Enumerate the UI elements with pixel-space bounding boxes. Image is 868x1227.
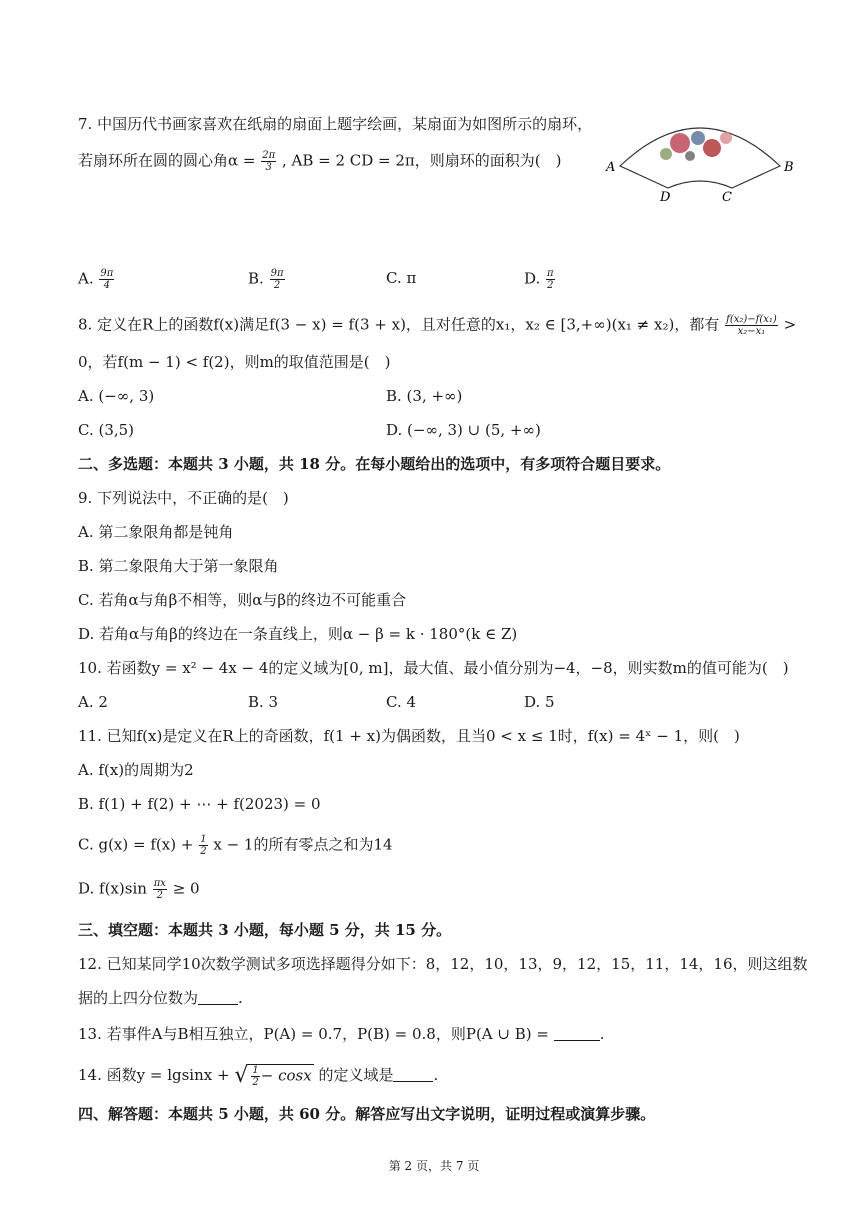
q14-line [78, 1064, 438, 1088]
q12-line2 [78, 988, 243, 1008]
q11-c-pre: C. g(x) = f(x) + [78, 835, 194, 854]
q11-option-b[interactable]: B. f(1) + f(2) + ⋯ + f(2023) = 0 [78, 795, 321, 813]
fan-label-b: B [784, 160, 794, 175]
section-4-heading: 四、解答题：本题共 5 小题，共 60 分。解答应写出文字说明，证明过程或演算步骤。 [78, 1105, 656, 1123]
q7-line2-mid: , AB = 2 CD = 2π，则扇环的面积为( ) [281, 151, 562, 170]
q7-option-c[interactable]: C. π [386, 269, 417, 287]
q8-option-b[interactable]: B. (3, +∞) [386, 387, 463, 405]
q11-d-pre: D. f(x)sin [78, 879, 147, 898]
q11-d-post: ≥ 0 [172, 879, 200, 898]
q7-opt-b-den: 2 [273, 280, 281, 291]
q7-option-d[interactable] [524, 268, 556, 291]
q7-opt-d-num: π [547, 268, 554, 279]
flower-icon [720, 132, 732, 144]
q7-opt-a-num: 9π [100, 268, 114, 279]
q10-option-b[interactable]: B. 3 [248, 693, 279, 711]
q7-option-a[interactable] [78, 268, 115, 291]
q14-answer-blank[interactable] [393, 1067, 433, 1082]
q14-rad-num: 1 [252, 1065, 259, 1076]
q14-rad-post: − cosx [260, 1066, 312, 1085]
q11-c-den: 2 [200, 846, 207, 857]
q9-option-a[interactable]: A. 第二象限角都是钝角 [78, 523, 234, 541]
q7-line1: 7. 中国历代书画家喜欢在纸扇的扇面上题字绘画，某扇面为如图所示的扇环， [78, 115, 593, 133]
q10-stem: 10. 若函数y = x² − 4x − 4的定义域为[0, m]，最大值、最小值分别为−4，−8，则实数m的值可能为( ) [78, 659, 789, 677]
q12-end: . [238, 989, 243, 1007]
q9-stem: 9. 下列说法中，不正确的是( ) [78, 489, 289, 507]
q7-option-b-label: B. [248, 269, 264, 288]
q8-line1-end: > [783, 315, 797, 334]
q11-d-num: πx [153, 878, 166, 889]
q8-option-c[interactable]: C. (3,5) [78, 421, 135, 439]
q7-line2-pre: 若扇环所在圆的圆心角α = [78, 151, 256, 170]
q7-angle-num: 2π [262, 150, 276, 161]
q11-c-num: 1 [200, 834, 207, 845]
q7-opt-b-num: 9π [270, 268, 284, 279]
q14-rad-den: 2 [252, 1077, 259, 1088]
q8-line1-text: 8. 定义在R上的函数f(x)满足f(3 − x) = f(3 + x)，且对任意的x₁，x₂ ∈ [3,+∞)(x₁ ≠ x₂)，都有 [78, 315, 720, 334]
fan-label-d: D [660, 190, 671, 205]
q9-option-b[interactable]: B. 第二象限角大于第一象限角 [78, 557, 279, 575]
q13-text: 13. 若事件A与B相互独立，P(A) = 0.7，P(B) = 0.8，则P(A ∪ B) = [78, 1025, 549, 1043]
q11-d-den: 2 [156, 890, 163, 901]
q11-option-d[interactable] [78, 878, 200, 901]
fan-ring-figure [600, 108, 800, 208]
q9-option-d[interactable]: D. 若角α与角β的终边在一条直线上，则α − β = k · 180°(k ∈ Z) [78, 625, 518, 643]
leaf-icon [685, 151, 695, 161]
q7-opt-d-den: 2 [547, 280, 554, 291]
q7-option-a-label: A. [78, 269, 94, 288]
q8-frac-den: x₂−x₁ [737, 326, 766, 337]
q8-line1 [78, 314, 796, 337]
flower-icon [670, 133, 690, 153]
q8-frac-num: f(x₂)−f(x₁) [726, 314, 777, 325]
fan-label-a: A [606, 160, 616, 175]
q7-opt-a-den: 4 [103, 280, 111, 291]
q11-stem: 11. 已知f(x)是定义在R上的奇函数，f(1 + x)为偶函数，且当0 < x ≤ 1时，f(x) = 4ˣ − 1，则( ) [78, 727, 740, 745]
q14-pre: 14. 函数y = lgsinx + [78, 1066, 230, 1084]
section-2-heading: 二、多选题：本题共 3 小题，共 18 分。在每小题给出的选项中，有多项符合题目要求。 [78, 455, 671, 473]
q11-option-c[interactable] [78, 834, 393, 857]
q11-option-a[interactable]: A. f(x)的周期为2 [78, 761, 194, 779]
section-3-heading: 三、填空题：本题共 3 小题，每小题 5 分，共 15 分。 [78, 921, 452, 939]
q7-angle-fraction [261, 150, 276, 173]
flower-icon [703, 139, 721, 157]
page-footer: 第 2 页，共 7 页 [388, 1159, 480, 1173]
q8-option-d[interactable]: D. (−∞, 3) ∪ (5, +∞) [386, 421, 541, 439]
q12-line1: 12. 已知某同学10次数学测试多项选择题得分如下：8，12，10，13，9，12，15，11，14，16，则这组数 [78, 955, 808, 973]
flower-icon [691, 131, 705, 145]
q7-option-d-label: D. [524, 269, 541, 288]
q7-option-b[interactable] [248, 268, 286, 291]
q7-angle-den: 3 [265, 162, 272, 173]
fan-label-c: C [722, 190, 732, 205]
q14-post: 的定义域是 [318, 1066, 394, 1084]
q10-option-c[interactable]: C. 4 [386, 693, 417, 711]
leaf-icon [660, 148, 672, 160]
q8-option-a[interactable]: A. (−∞, 3) [78, 387, 155, 405]
q10-option-a[interactable]: A. 2 [78, 693, 108, 711]
q12-answer-blank[interactable] [198, 990, 238, 1005]
q13-line [78, 1024, 605, 1044]
q13-end: . [599, 1025, 605, 1043]
q13-answer-blank[interactable] [554, 1026, 600, 1041]
q14-sqrt: √ $\frac{1}{2}$ − cosx [234, 1063, 312, 1088]
q7-line2 [78, 150, 562, 173]
q12-line2-text: 据的上四分位数为 [78, 989, 199, 1007]
q9-option-c[interactable]: C. 若角α与角β不相等，则α与β的终边不可能重合 [78, 591, 407, 609]
q11-c-post: x − 1的所有零点之和为14 [213, 835, 393, 854]
q10-option-d[interactable]: D. 5 [524, 693, 555, 711]
q14-end: . [433, 1066, 439, 1084]
q8-line2: 0，若f(m − 1) < f(2)，则m的取值范围是( ) [78, 353, 391, 371]
